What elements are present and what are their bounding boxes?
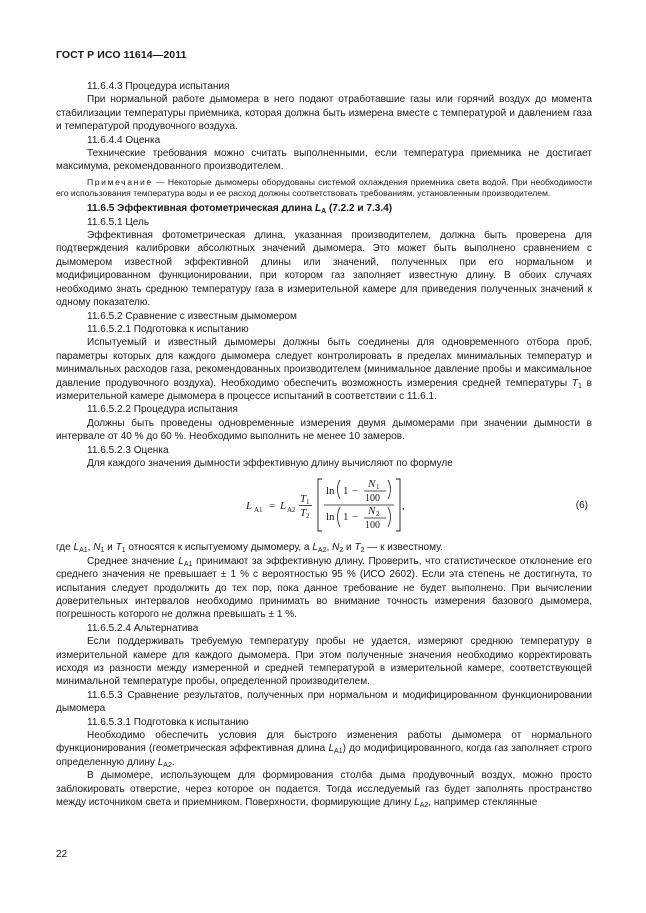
f-bracket-right xyxy=(396,479,400,531)
f-paren xyxy=(388,507,391,527)
paragraph: Для каждого значения дымности эффективную длину вычисляют по формуле xyxy=(87,457,453,469)
f-t2-sub: 2 xyxy=(306,512,310,521)
symbol: L xyxy=(328,743,335,755)
formula-6 xyxy=(56,475,592,535)
text: где xyxy=(56,542,74,554)
symbol-T: T xyxy=(571,377,578,389)
clause-heading: 11.6.5.2.3 Оценка xyxy=(87,444,169,456)
f-eq: = xyxy=(269,500,276,513)
f-minus2: − xyxy=(352,511,359,524)
f-paren xyxy=(338,507,341,527)
text: ) до модифицированного, когда газ заполняет строго определенную длину xyxy=(56,743,592,768)
text: и xyxy=(343,542,355,554)
text: В дымомере, использующем для формирования столба дыма продувочный воздух, можно просто заблокировать отверстие, через которое он подается. Тогда исследуемый газ будет заполнять пространство между источником света и приемником. Поверхности, формирующие длину xyxy=(56,770,592,809)
f-n2-den: 100 xyxy=(365,520,380,532)
f-rhs-sub: A2 xyxy=(287,506,296,515)
symbol-sub: 1 xyxy=(121,547,126,555)
symbol-sub: A2 xyxy=(419,802,429,810)
clause-heading: 11.6.5.2 Сравнение с известным дымомером xyxy=(87,310,297,322)
symbol-sub: A2 xyxy=(317,547,327,555)
text: принимают за эффективную длину. Проверить, что статистическое отклонение его среднего значения не превышает ± 1 % с вероятностью 95 % (ИСО 2602). Если эта степень не достигнута, то испытания следует продолжить до тех пор, пока данное требование не будет выполнено. При вычислении доверительных интервалов необходимо принимать во внимание точность измерения базового дымомера, погрешность которого не должна превышать ± 1 %. xyxy=(56,555,592,621)
clause-heading: 11.6.4.4 Оценка xyxy=(87,134,161,146)
symbol-sub: 1 xyxy=(577,382,582,390)
formula-number: (6) xyxy=(575,500,588,512)
f-n1: N xyxy=(368,478,376,491)
page-number: 22 xyxy=(56,849,68,860)
clause-heading: 11.6.5.2.1 Подготовка к испытанию xyxy=(87,323,249,335)
paragraph: Должны быть проведены одновременные измерения двумя дымомерами при значении дымности в интервале от 40 % до 60 %. Необходимо выполнить не менее 10 замеров. xyxy=(56,417,592,443)
clause-heading: 11.6.5.1 Цель xyxy=(87,216,150,228)
symbol-sub: A1 xyxy=(334,748,343,756)
symbol-sub: 2 xyxy=(360,547,365,555)
note xyxy=(56,177,592,199)
f-n2: N xyxy=(368,505,376,518)
f-t1-sub: 1 xyxy=(306,498,310,507)
paragraph xyxy=(56,769,592,809)
symbol: N xyxy=(332,542,340,554)
text: Необходимо обеспечить условия для быстрого изменения работы дымомера от нормального функционирования (геометрическая эффективная длина xyxy=(56,730,592,755)
f-paren xyxy=(338,480,341,499)
paragraph xyxy=(56,555,592,622)
formula-graphic xyxy=(244,475,504,535)
heading-text: 11.6.5 Эффективная фотометрическая длина xyxy=(87,203,315,215)
symbol-sub: A1 xyxy=(183,560,193,568)
text: Среднее значение xyxy=(87,555,179,567)
text: — к известному. xyxy=(364,542,443,554)
symbol: L xyxy=(157,756,164,768)
section-heading xyxy=(56,202,592,215)
f-lhs: L xyxy=(246,500,253,513)
clause-heading: 11.6.5.3.1 Подготовка к испытанию xyxy=(87,716,249,728)
symbol-L: L xyxy=(314,203,322,215)
f-rhs: L xyxy=(280,500,287,513)
note-text: — Некоторые дымомеры оборудованы системой охлаждения приемника света водой. При необходимости его использования температура воды и ее расход должны соответствовать требованиям, установленным производителем. xyxy=(56,176,592,199)
f-n2-sub: 2 xyxy=(376,510,380,519)
symbol: T xyxy=(354,542,361,554)
symbol-sub: A1 xyxy=(79,547,88,555)
paragraph: Если поддерживать требуемую температуру пробы не удается, измеряют среднюю температуру в измерительной камере для каждого дымомера. При этом полученные значения необходимо корректировать исходя из разности между измеренной и средней температурой в измерительной камере, соответствующей минимальной температуре пробы, определенной производителем. xyxy=(56,636,592,688)
symbol-sub: 2 xyxy=(339,547,344,555)
text: Испытуемый и известный дымомеры должны быть соединены для одновременного отбора проб, параметры которых для каждого дымомера следует контролировать в пределах минимальных температур и минимальных расходов газа, рекомендованных производителем (минимальное давление пробы и максимальное давление продувочного воздуха). Необходимо обеспечить возможность измерения средней температуры xyxy=(56,337,592,389)
f-t2: T xyxy=(300,507,307,520)
symbol: L xyxy=(414,797,420,809)
text: относятся к испытуемому дымомеру, а xyxy=(125,542,313,554)
clause-heading: 11.6.4.3 Процедура испытания xyxy=(87,81,230,92)
clause-heading: 11.6.5.3 Сравнение результатов, полученных при нормальном и модифицированном функционировании дымомера xyxy=(56,689,592,715)
paragraph: При нормальной работе дымомера в него подают отработавшие газы или горячий воздух до момента стабилизации температуры приемника, которая должна быть измерена вместе с температурой и давлением газа и температурой продувочного воздуха. xyxy=(56,94,592,133)
f-comma: , xyxy=(402,500,405,513)
symbol: L xyxy=(178,555,184,567)
f-one1: 1 xyxy=(343,485,349,498)
f-lhs-sub: A1 xyxy=(254,506,263,515)
symbol: N xyxy=(93,542,101,554)
f-ln1: ln xyxy=(326,485,335,498)
f-bracket-left xyxy=(318,479,322,531)
note-label: Примечание xyxy=(87,176,153,187)
paragraph: Эффективная фотометрическая длина, указанная производителем, должна быть проверена для подтверждения калибровки абсолютных значений дымомера. Это может быть выполнено сравнением с дымомером известной эффективной длины или значений, полученных при его нормальном и модифицированном функционировании, при котором газ заполняет известную длину. В обоих случаях необходимо знать среднюю температуру газа в измерительной камере для приведения полученных значений к одному показателю. xyxy=(56,230,592,309)
f-minus1: − xyxy=(352,485,359,498)
heading-ref: (7.2.2 и 7.3.4) xyxy=(326,203,393,215)
paragraph xyxy=(56,541,592,554)
f-paren xyxy=(388,480,391,499)
text: , xyxy=(87,542,94,554)
f-ln2: ln xyxy=(326,511,335,524)
symbol-sub: A xyxy=(321,208,327,216)
f-n1-sub: 1 xyxy=(376,483,380,492)
text: , xyxy=(326,542,333,554)
f-one2: 1 xyxy=(343,511,349,524)
symbol: L xyxy=(73,542,80,554)
document-body xyxy=(56,80,592,810)
f-t1: T xyxy=(300,493,307,506)
paragraph xyxy=(56,729,592,769)
symbol-sub: A2 xyxy=(163,761,172,769)
text: в измерительной камере дымомера в процессе испытаний в соответствии с 11.6.1. xyxy=(56,377,592,402)
text: . xyxy=(171,756,175,768)
f-n1-den: 100 xyxy=(365,493,380,505)
text: и xyxy=(104,542,116,554)
clause-heading: 11.6.5.2.2 Процедура испытания xyxy=(87,404,238,416)
symbol: L xyxy=(312,542,318,554)
text: , например стеклянные xyxy=(428,797,538,809)
symbol: T xyxy=(115,542,122,554)
symbol-sub: 1 xyxy=(100,547,105,555)
paragraph xyxy=(56,336,592,403)
document-header: ГОСТ Р ИСО 11614—2011 xyxy=(56,49,187,61)
clause-heading: 11.6.5.2.4 Альтернатива xyxy=(87,622,199,634)
paragraph: Технические требования можно считать выполненными, если температура приемника не достигает максимума, рекомендованного производителем. xyxy=(56,148,592,173)
